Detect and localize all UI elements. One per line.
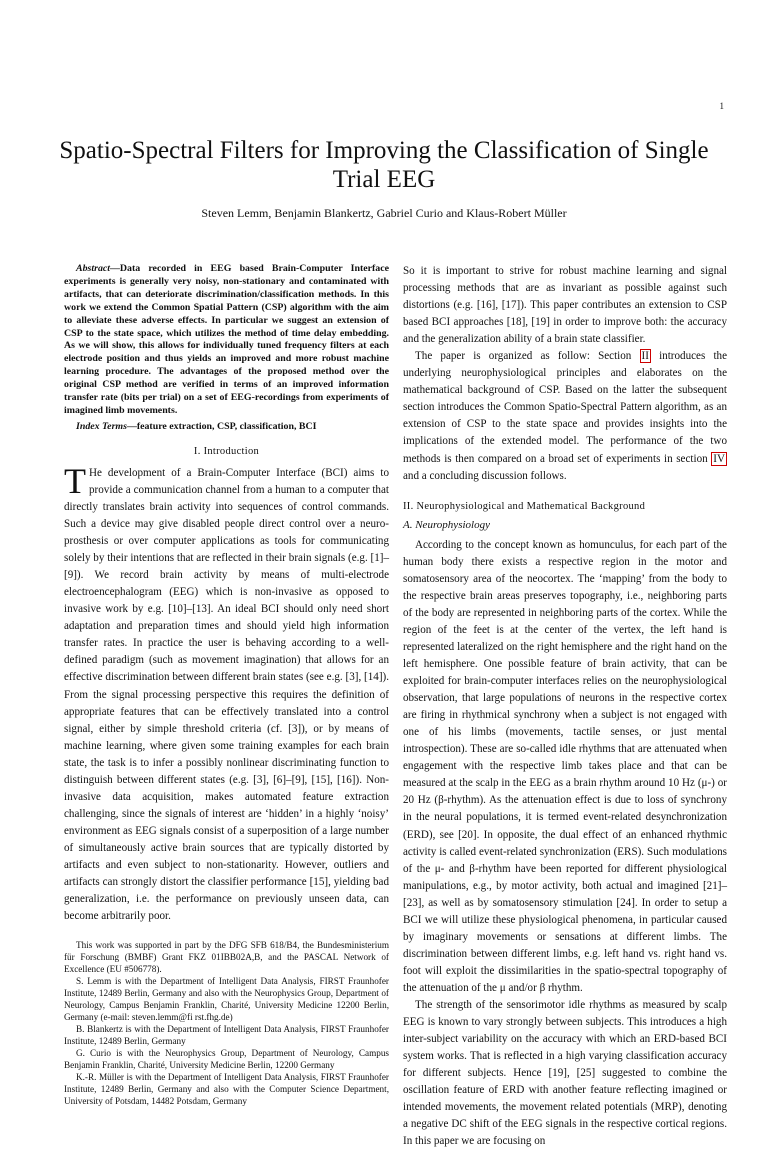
organization-text-b: introduces the underlying neurophysiological principles and elaborates on the mathematical background of CSP. Based on the latter the subsequent section introduces the Common Spatio-Spectral Pattern algorithm, as an extension of CSP to the state space and provides insights into the implications of the extended model. The performance of the two methods is then compared on a broad set of experiments in section — [403, 350, 728, 465]
abstract-label: Abstract — [76, 263, 111, 274]
paper-title: Spatio-Spectral Filters for Improving the Classification of Single Trial EEG — [59, 137, 709, 193]
abstract-text: —Data recorded in EEG based Brain-Computer Interface experiments is generally very noisy, non-stationary and contaminated with artifacts, that can deteriorate discrimination/classification methods. In this work we extend the Common Spatial Pattern (CSP) algorithm with the aim to alleviate these adverse effects. In particular we suggest an extension of CSP to the state space, which utilizes the method of time delay embedding. As we will show, this allows for individually tuned frequency filters at each electrode position and thus yields an improved and more robust machine learning procedure. The advantages of the proposed method over the original CSP method are verified in terms of an improved information transfer rate (bits per trial) on a set of EEG-recordings from experiments of imagined limb movements. — [64, 263, 389, 416]
section-ref-link[interactable]: IV — [713, 452, 725, 465]
index-terms-label: Index Terms — [76, 420, 127, 432]
section-heading-introduction: I. Introduction — [193, 445, 260, 457]
section-ref-link[interactable]: II — [641, 350, 649, 363]
organization-text-c: and a concluding discussion follows. — [403, 469, 567, 482]
author-list: Steven Lemm, Benjamin Blankertz, Gabriel Curio and Klaus-Robert Müller — [201, 206, 567, 220]
right-column — [403, 263, 727, 1150]
subsection-heading-neurophysiology: A. Neurophysiology — [403, 518, 490, 531]
footnote-funding: This work was supported in part by the DFG SFB 618/B4, the Bundesministerium für Forschung (BMBF) Grant FKZ 01IBB02A,B, and the PASCAL Network of Excellence (EU #506778). — [64, 940, 389, 975]
drop-cap: T — [64, 460, 86, 501]
neurophysiology-paragraph: According to the concept known as homunculus, for each part of the human body there exists a respective region in the motor and somatosensory area of the neocortex. The ‘mapping’ from the body to the respective brain areas preserves topography, i.e., neighboring parts of the body are represented in neighboring parts of the cortex. While the region of the feet is at the center of the vertex, the left hand is represented lateralized on the right hemisphere and the right hand on the left hemisphere. One possible feature of brain activity, that can be exploited for brain-computer interfaces relies on the neurophysiological observation, that large populations of neurons in the respective cortex are firing in rhythmical synchrony when a subject is not engaged with one of his limbs (movements, tactile senses, or just mental introspection). These are so-called idle rhythms that are attenuated when engagement with the respective limb takes place and that can be measured at the scalp in the EEG as a brain rhythm around 10 Hz (μ-) or 20 Hz (β-rhythm). As the attenuation effect is due to loss of synchrony in the neural populations, it is termed event-related desynchronization (ERD), see [20]. In opposite, the dual effect of an enhanced rhythmic activity is called event-related synchronization (ERS). Such modulations of the μ- and β-rhythm have been reported for different physiological manipulations, e.g., by motor activity, both actual and imagined [21]–[23], as well as by somatosensory stimulation [24]. In order to setup a BCI we will utilize these physiological phenomena, in particular caused by imaginary movements or sensations at different limbs. The discrimination between different limbs, e.g. left hand vs. right hand vs. foot will exploit the dissimilarities in the spatio-spectral topography of the attenuation of the μ and/or β rhythm. — [403, 538, 727, 994]
footnotes — [64, 939, 389, 1107]
organization-paragraph — [403, 348, 727, 484]
footnote-lemm: S. Lemm is with the Department of Intelligent Data Analysis, FIRST Fraunhofer Institute, 12489 Berlin, Germany and also with the Neurophysics Group, Department of Neurology, Campus Benjamin Franklin, Charité, University Medicine 12200 Berlin, Germany (e-mail: steven.lemm@fi rst.fhg.de) — [64, 976, 389, 1023]
footnote-curio: G. Curio is with the Neurophysics Group, Department of Neurology, Campus Benjamin Franklin, Charité, University Medicine Berlin, 12200 Germany — [64, 1048, 389, 1071]
abstract — [64, 263, 389, 418]
section-heading-background: II. Neurophysiological and Mathematical Background — [403, 500, 646, 512]
index-terms-text: —feature extraction, CSP, classification, BCI — [126, 420, 317, 432]
idle-rhythm-paragraph: The strength of the sensorimotor idle rhythms as measured by scalp EEG is known to vary strongly between subjects. This introduces a high inter-subject variability on the accuracy with which an ERD-based BCI system works. That is reflected in a high varying classification accuracy for different subjects. Hence [19], [25] suggested to combine the oscillation feature of ERD with another feature reflecting imagined or intended movements, the movement related potentials (MRP), denoting a negative DC shift of the EEG signals in the respective cortical regions. In this paper we are focusing on — [403, 998, 727, 1148]
index-terms — [64, 420, 389, 434]
intro-continued-paragraph: So it is important to strive for robust machine learning and signal processing methods that are as invariant as possible against such distortions (e.g. [16], [17]). This paper contributes an extension to CSP based BCI approaches [18], [19] in order to improve both: the accuracy and the generalization ability of a brain state classifier. — [403, 265, 727, 346]
left-column — [64, 263, 389, 1107]
page-number: 1 — [719, 101, 724, 111]
introduction-paragraph — [64, 460, 389, 925]
footnote-blankertz: B. Blankertz is with the Department of Intelligent Data Analysis, FIRST Fraunhofer Institute, 12489 Berlin, Germany — [64, 1024, 389, 1047]
footnote-muller: K.-R. Müller is with the Department of Intelligent Data Analysis, FIRST Fraunhofer Institute, 12489 Berlin, Germany and also with the Computer Science Department, University of Potsdam, 14482 Potsdam, Germany — [64, 1072, 389, 1107]
organization-text-a: The paper is organized as follow: Section — [415, 350, 640, 363]
introduction-text: He development of a Brain-Computer Interface (BCI) aims to provide a communication channel from a human to a computer that directly translates brain activity into sequences of control commands. Such a device may give disabled people direct control over a neuro-prosthesis or over computer applications as tools for communicating solely by their intentions that are reflected in their brain signals (e.g. [1]–[9]). We record brain activity by means of multi-electrode electroencephalogram (EEG) which is non-invasive as opposed to invasive work by e.g. [10]–[13]. An ideal BCI should only need short adaptation and preparation times and should yield high information transfer rates. In practice the user is behaving according to a well-defined paradigm (such as movement imagination) that allows for an effective discrimination between different brain states (see e.g. [3], [14]). From the signal processing perspective this requires the definition of appropriate features that can be effectively translated into a control signal, either by simple threshold criteria (cf. [3]), or by means of machine learning, where given some training examples for each brain state, the task is to infer a possibly nonlinear discriminating function to distinguish between different states (e.g. [3], [6]–[9], [15], [16]). Non-invasive data acquisition, makes automated feature extraction challenging, since the signals of interest are ‘hidden’ in a highly ‘noisy’ environment as EEG signals consist of a superposition of a large number of simultaneously active brain sources that are typically distorted by artifacts and even subject to non-stationarity. However, outliers and artifacts can strongly distort the classifier performance [15], yielding bad generalization, i.e. the performance on previously unseen data, can become arbitrarily poor. — [64, 466, 389, 923]
